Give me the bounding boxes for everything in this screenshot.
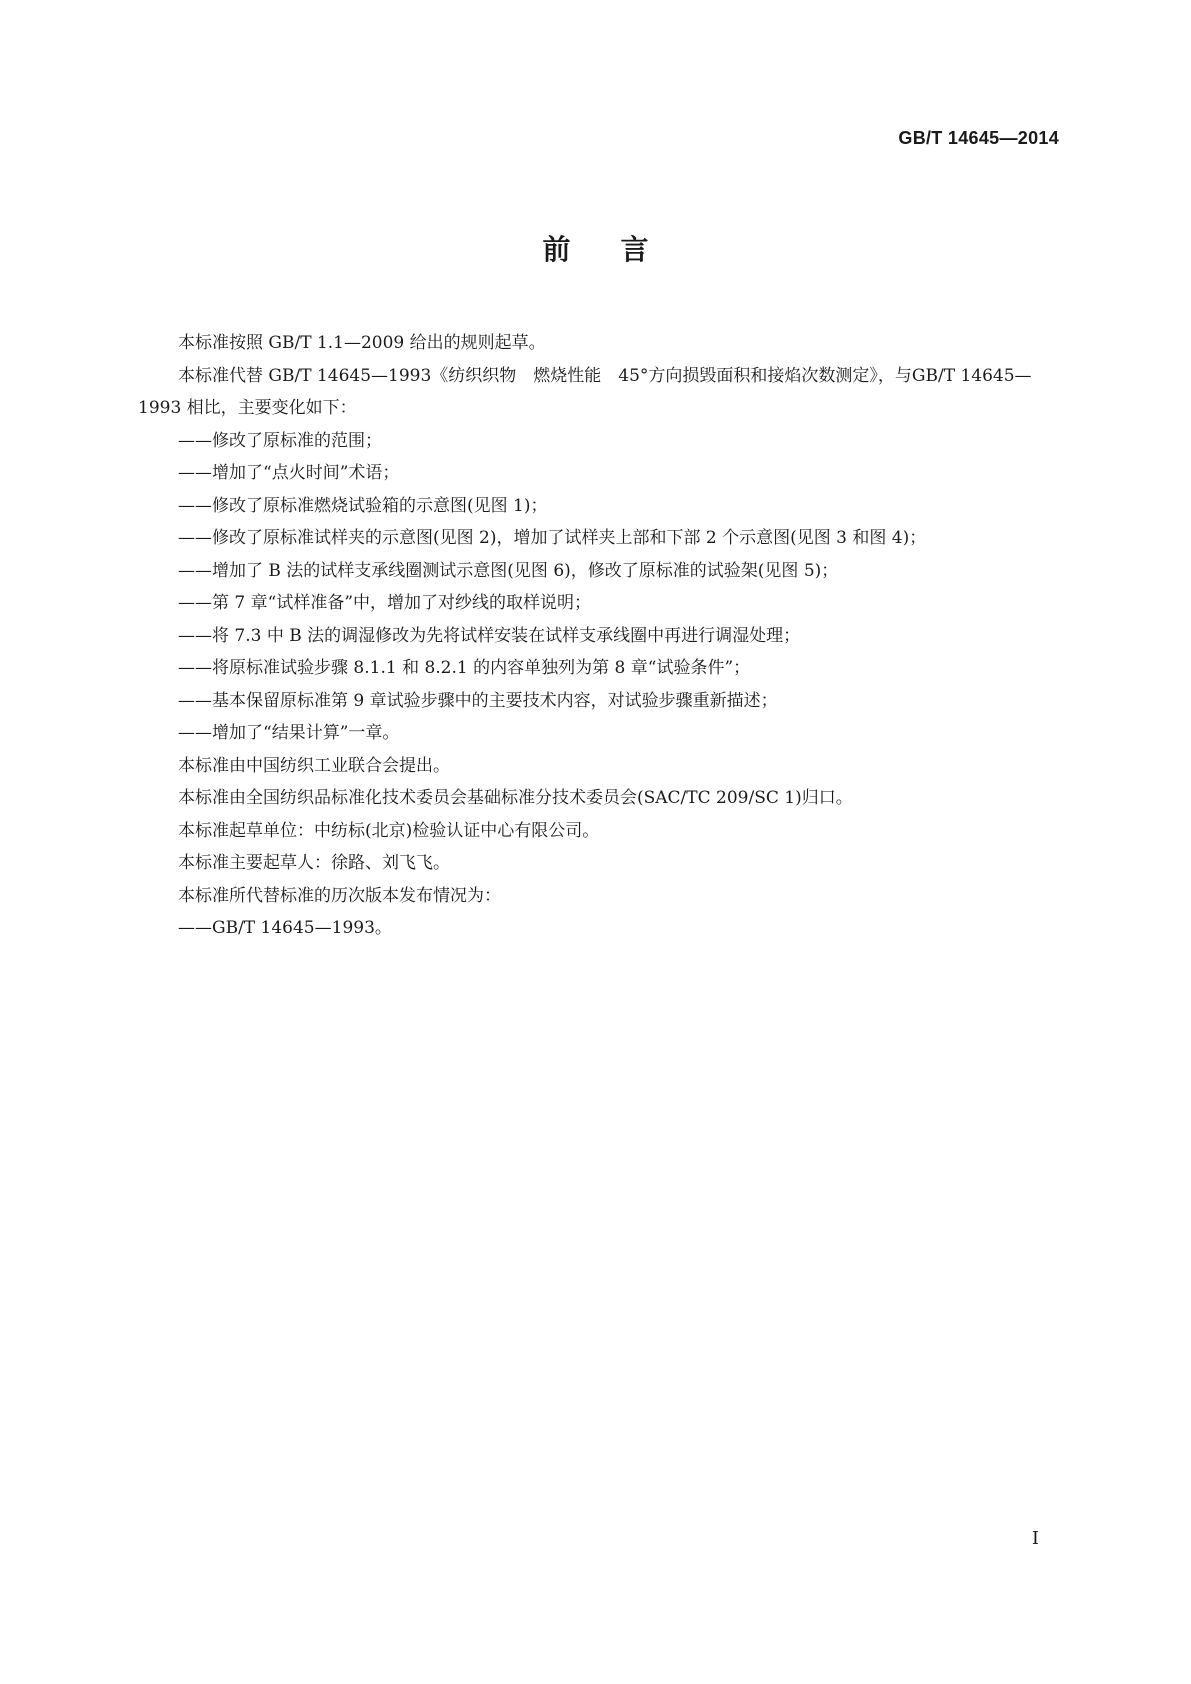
list-item: ——基本保留原标准第 9 章试验步骤中的主要技术内容，对试验步骤重新描述；	[178, 690, 778, 711]
paragraph-drafting-rules: 本标准按照 GB/T 1.1—2009 给出的规则起草。	[178, 333, 546, 353]
page-title: 前言	[542, 233, 699, 266]
list-item: ——将 7.3 中 B 法的调湿修改为先将试样安装在试样支承线圈中再进行调湿处理；	[178, 625, 801, 646]
paragraph-version-history: 本标准所代替标准的历次版本发布情况为：	[178, 885, 501, 906]
list-item: ——修改了原标准试样夹的示意图(见图 2)，增加了试样夹上部和下部 2 个示意图(见图 3 和图 4)；	[178, 528, 927, 548]
page-number: I	[1031, 1528, 1039, 1549]
paragraph-proposer: 本标准由中国纺织工业联合会提出。	[178, 755, 450, 776]
list-item: ——增加了“结果计算”一章。	[178, 723, 400, 743]
paragraph-committee: 本标准由全国纺织品标准化技术委员会基础标准分技术委员会(SAC/TC 209/SC 1)归口。	[178, 788, 853, 808]
list-item: ——将原标准试验步骤 8.1.1 和 8.2.1 的内容单独列为第 8 章“试验条件”；	[178, 658, 751, 678]
list-item: ——增加了“点火时间”术语；	[178, 463, 400, 483]
list-item: ——增加了 B 法的试样支承线圈测试示意图(见图 6)，修改了原标准的试验架(见图 5)；	[178, 560, 839, 581]
list-item: ——第 7 章“试样准备”中，增加了对纱线的取样说明；	[178, 593, 592, 613]
list-item: ——修改了原标准的范围；	[178, 430, 382, 451]
standard-number: GB/T 14645—2014	[898, 128, 1059, 148]
list-item-previous-version: ——GB/T 14645—1993。	[178, 918, 392, 938]
paragraph-drafters: 本标准主要起草人：徐路、刘飞飞。	[178, 853, 450, 873]
list-item: ——修改了原标准燃烧试验箱的示意图(见图 1)；	[178, 495, 548, 516]
document-body	[138, 327, 1063, 945]
paragraph-drafting-unit: 本标准起草单位：中纺标(北京)检验认证中心有限公司。	[178, 820, 600, 841]
paragraph-replacement: 本标准代替 GB/T 14645—1993《纺织织物 燃烧性能 45°方向损毁面积和接焰次数测定》，与GB/T 14645—1993 相比，主要变化如下：	[138, 365, 1032, 418]
